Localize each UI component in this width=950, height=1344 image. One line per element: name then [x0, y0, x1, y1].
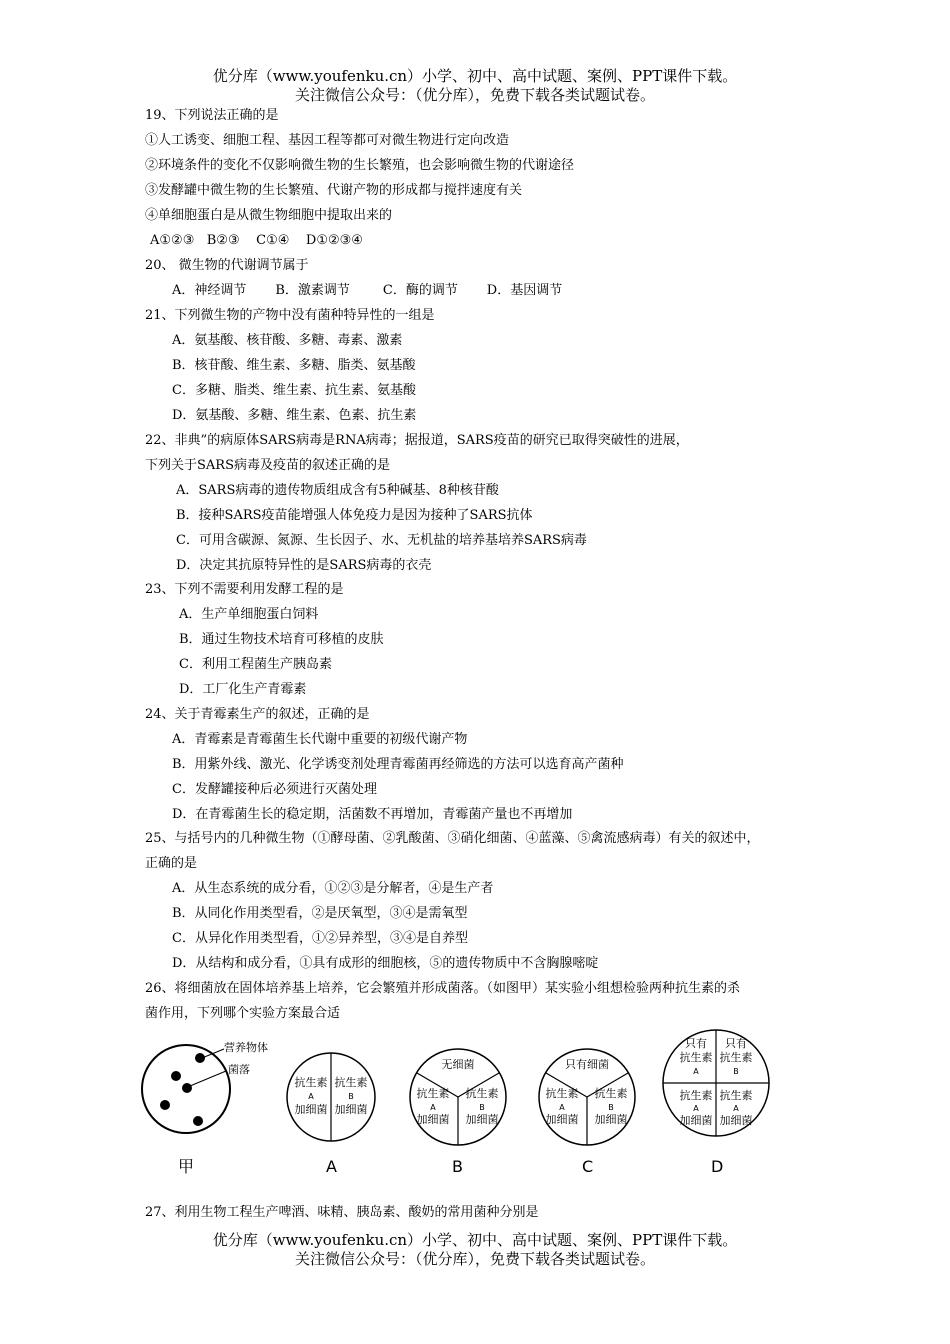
dish-d-bl-kss: 抗生素: [679, 1089, 713, 1102]
q22-option-c: C．可用含碳源、氮源、生长因子、水、无机盐的培养基培养SARS病毒: [176, 533, 587, 548]
q23-stem: 23、下列不需要利用发酵工程的是: [145, 582, 344, 597]
dish-a-label: A: [326, 1157, 337, 1176]
q21-option-b: B．核苷酸、维生素、多糖、脂类、氨基酸: [172, 358, 416, 373]
dish-d-tr-letter: B: [733, 1067, 739, 1076]
dish-c-left-add: 加细菌: [545, 1113, 579, 1126]
q23-option-a: A．生产单细胞蛋白饲料: [179, 607, 319, 622]
header-line-2: 关注微信公众号：（优分库），免费下载各类试题试卷。: [294, 86, 655, 104]
dish-c-right-letter: B: [608, 1103, 614, 1112]
dish-a-right-add: 加细菌: [334, 1103, 368, 1116]
dish-a-left-kss: 抗生素: [294, 1076, 328, 1089]
dish-b-right-letter: B: [479, 1103, 485, 1112]
dish-c-label: C: [582, 1157, 594, 1176]
dish-b-left-letter: A: [430, 1103, 436, 1112]
q20-options: A．神经调节 B．激素调节 C．酶的调节 D．基因调节: [172, 283, 563, 298]
q24-option-c: C．发酵罐接种后必须进行灭菌处理: [172, 782, 377, 797]
dish-a: [287, 1053, 375, 1176]
dish-c-top: 只有细菌: [565, 1058, 609, 1071]
dish-b-right-kss: 抗生素: [465, 1087, 499, 1100]
dish-d-label: D: [711, 1157, 724, 1176]
dish-c-right-add: 加细菌: [594, 1113, 628, 1126]
q21-option-a: A．氨基酸、核苷酸、多糖、毒素、激素: [172, 333, 403, 348]
q24-option-a: A．青霉素是青霉菌生长代谢中重要的初级代谢产物: [172, 732, 468, 747]
dish-d-br-add: 加细菌: [719, 1114, 753, 1127]
dish-d-bl-add: 加细菌: [679, 1114, 713, 1127]
q25-option-b: B．从同化作用类型看，②是厌氧型，③④是需氧型: [172, 906, 468, 921]
q25-option-a: A．从生态系统的成分看，①②③是分解者，④是生产者: [172, 881, 494, 896]
q25-stem-2: 正确的是: [145, 856, 198, 871]
dish-a-left-add: 加细菌: [294, 1103, 328, 1116]
petri-dish-figure: [130, 1025, 810, 1185]
q24-option-b: B．用紫外线、激光、化学诱变剂处理青霉菌再经筛选的方法可以选育高产菌种: [172, 757, 624, 772]
q22-option-b: B．接种SARS疫苗能增强人体免疫力是因为接种了SARS抗体: [176, 508, 533, 523]
q19-statement-3: ③发酵罐中微生物的生长繁殖、代谢产物的形成都与搅拌速度有关: [145, 183, 523, 198]
dish-d: [663, 1030, 769, 1176]
dish-b-label: B: [452, 1157, 463, 1176]
q22-option-d: D．决定其抗原特异性的是SARS病毒的衣壳: [176, 558, 432, 573]
q27-stem: 27、利用生物工程生产啤酒、味精、胰岛素、酸奶的常用菌种分别是: [145, 1205, 539, 1220]
q21-option-c: C．多糖、脂类、维生素、抗生素、氨基酸: [172, 383, 416, 398]
q20-stem: 20、 微生物的代谢调节属于: [145, 258, 309, 273]
dish-b-right-add: 加细菌: [465, 1113, 499, 1126]
q26-stem-2: 菌作用，下列哪个实验方案最合适: [145, 1006, 341, 1021]
colony-label: 菌落: [228, 1063, 250, 1076]
q25-option-d: D．从结构和成分看，①具有成形的细胞核，⑤的遗传物质中不含胸腺嘧啶: [172, 956, 599, 971]
dish-b-top: 无细菌: [441, 1058, 475, 1071]
q24-option-d: D．在青霉菌生长的稳定期，活菌数不再增加，青霉菌产量也不再增加: [172, 807, 573, 822]
dish-d-br-kss: 抗生素: [719, 1089, 753, 1102]
dish-jia-label: 甲: [178, 1157, 195, 1176]
footer-line-2: 关注微信公众号：（优分库），免费下载各类试题试卷。: [294, 1250, 655, 1268]
dish-d-br-letter: A: [733, 1104, 739, 1113]
dish-d-tr-kss: 抗生素: [719, 1051, 753, 1064]
dish-b-left-add: 加细菌: [416, 1113, 450, 1126]
q19-stem: 19、下列说法正确的是: [145, 108, 279, 123]
dish-d-tl-kss: 抗生素: [679, 1051, 713, 1064]
q25-option-c: C．从异化作用类型看，①②异养型，③④是自养型: [172, 931, 468, 946]
dish-d-bl-letter: A: [693, 1104, 699, 1113]
q22-stem-2: 下列关于SARS病毒及疫苗的叙述正确的是: [145, 458, 390, 473]
q24-stem: 24、关于青霉素生产的叙述，正确的是: [145, 707, 370, 722]
q19-statement-2: ②环境条件的变化不仅影响微生物的生长繁殖，也会影响微生物的代谢途径: [145, 158, 575, 173]
dish-a-right-letter: B: [348, 1092, 354, 1101]
footer-line-1: 优分库（www.youfenku.cn）小学、初中、高中试题、案例、PPT课件下载。: [212, 1231, 738, 1249]
q22-option-a: A．SARS病毒的遗传物质组成含有5种碱基、8种核苷酸: [176, 483, 499, 498]
nutrient-label: 营养物体: [224, 1041, 268, 1054]
q19-statement-1: ①人工诱变、细胞工程、基因工程等都可对微生物进行定向改造: [145, 133, 510, 148]
dish-a-left-letter: A: [308, 1092, 314, 1101]
dish-c-left-kss: 抗生素: [545, 1087, 579, 1100]
q21-option-d: D．氨基酸、多糖、维生素、色素、抗生素: [172, 408, 417, 423]
q23-option-d: D．工厂化生产青霉素: [179, 682, 307, 697]
q22-stem-1: 22、非典”的病原体SARS病毒是RNA病毒；据报道，SARS疫苗的研究已取得突破性的进展，: [145, 433, 689, 448]
dish-d-tl-only: 只有: [685, 1037, 707, 1050]
dish-c: [539, 1049, 635, 1176]
q25-stem-1: 25、与括号内的几种微生物（①酵母菌、②乳酸菌、③硝化细菌、④蓝藻、⑤禽流感病毒）有关的叙述中，: [145, 831, 760, 846]
q26-stem-1: 26、将细菌放在固体培养基上培养，它会繁殖并形成菌落。（如图甲）某实验小组想检验两种抗生素的杀: [145, 981, 741, 996]
dish-b: [410, 1049, 506, 1176]
q19-statement-4: ④单细胞蛋白是从微生物细胞中提取出来的: [145, 208, 393, 223]
dish-d-tr-only: 只有: [725, 1037, 747, 1050]
q19-options: A①②③ B②③ C①④ D①②③④: [150, 233, 363, 248]
dish-d-tl-letter: A: [693, 1067, 699, 1076]
q21-stem: 21、下列微生物的产物中没有菌种特异性的一组是: [145, 308, 435, 323]
dish-a-right-kss: 抗生素: [334, 1076, 368, 1089]
dish-b-left-kss: 抗生素: [416, 1087, 450, 1100]
dish-jia: [142, 1040, 268, 1176]
dish-c-right-kss: 抗生素: [594, 1087, 628, 1100]
q23-option-c: C．利用工程菌生产胰岛素: [179, 657, 332, 672]
header-line-1: 优分库（www.youfenku.cn）小学、初中、高中试题、案例、PPT课件下载。: [212, 67, 738, 85]
q23-option-b: B．通过生物技术培育可移植的皮肤: [179, 632, 384, 647]
dish-c-left-letter: A: [559, 1103, 565, 1112]
